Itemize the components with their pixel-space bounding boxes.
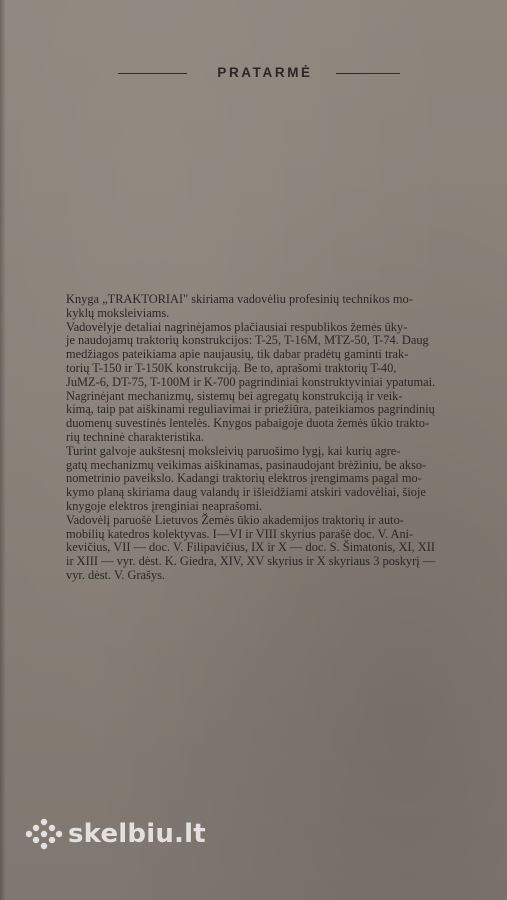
text-line: JuMZ-6, DT-75, T-100M ir K-700 pagrindiniai konstruktyviniai ypatumai. bbox=[66, 374, 436, 389]
text-line: vyr. dėst. V. Grašys. bbox=[66, 567, 166, 582]
text-line: Knyga „TRAKTORIAI" skiriama vadovėliu profesinių technikos mo- bbox=[66, 292, 413, 306]
text-line: Vadovėlyje detaliai nagrinėjamos plačiausiai respublikos žemės ūky- bbox=[66, 319, 408, 334]
text-line: je naudojamų traktorių konstrukcijos: T-25, T-16M, MTZ-50, T-74. Daug bbox=[66, 333, 429, 348]
header-rule-left bbox=[118, 73, 187, 74]
text-line: kymo planą skiriama daug valandų ir išleidžiami atskiri vadovėliai, šioje bbox=[66, 485, 426, 500]
text-line: medžiagos pateikiama apie naujausių, tik dabar pradėtų gaminti trak- bbox=[66, 347, 409, 362]
text-line: knygoje elektros įrenginiai neaprašomi. bbox=[66, 498, 263, 513]
text-line: gatų mechanizmų veikimas aiškinamas, pasinaudojant brėžiniu, be akso- bbox=[66, 457, 427, 472]
page-title: PRATARMĖ bbox=[217, 65, 313, 80]
header-rule-right bbox=[336, 73, 400, 74]
text-line: torių T-150 ir T-150K konstrukciją. Be to, aprašomi traktorių T-40, bbox=[66, 360, 397, 375]
text-line: kevičius, VII — doc. V. Filipavičius, IX ir X — doc. S. Šimatonis, XI, XII bbox=[66, 540, 435, 555]
chapter-header bbox=[118, 64, 400, 84]
site-watermark bbox=[24, 816, 206, 852]
preface-text bbox=[66, 293, 498, 583]
watermark-text: skelbiu.lt bbox=[68, 819, 206, 849]
text-line: kyklų moksleiviams. bbox=[66, 305, 170, 320]
text-line: Vadovėlį paruošė Lietuvos Žemės ūkio akademijos traktorių ir auto- bbox=[66, 512, 404, 527]
text-line: ir XIII — vyr. dėst. K. Giedra, XIV, XV skyrius ir X skyriaus 3 poskyrį — bbox=[66, 554, 436, 569]
dots-logo-icon bbox=[24, 816, 64, 852]
page-binding-shadow bbox=[0, 0, 6, 900]
text-line: rių techninė charakteristika. bbox=[66, 429, 204, 444]
text-line: Turint galvoje aukštesnį moksleivių paruošimo lygį, kai kurių agre- bbox=[66, 443, 401, 458]
text-line: duomenų suvestinės lentelės. Knygos pabaigoje duota žemės ūkio trakto- bbox=[66, 416, 430, 431]
text-line: Nagrinėjant mechanizmų, sistemų bei agregatų konstrukciją ir veik- bbox=[66, 388, 403, 403]
text-line: kimą, taip pat aiškinami reguliavimai ir priežiūra, pateikiamos pagrindinių bbox=[66, 402, 435, 417]
text-line: nometrinio paveikslo. Kadangi traktorių elektros įrengimams pagal mo- bbox=[66, 471, 422, 486]
text-line: mobilių katedros kolektyvas. I—VI ir VIII skyrius parašė doc. V. Ani- bbox=[66, 526, 414, 541]
